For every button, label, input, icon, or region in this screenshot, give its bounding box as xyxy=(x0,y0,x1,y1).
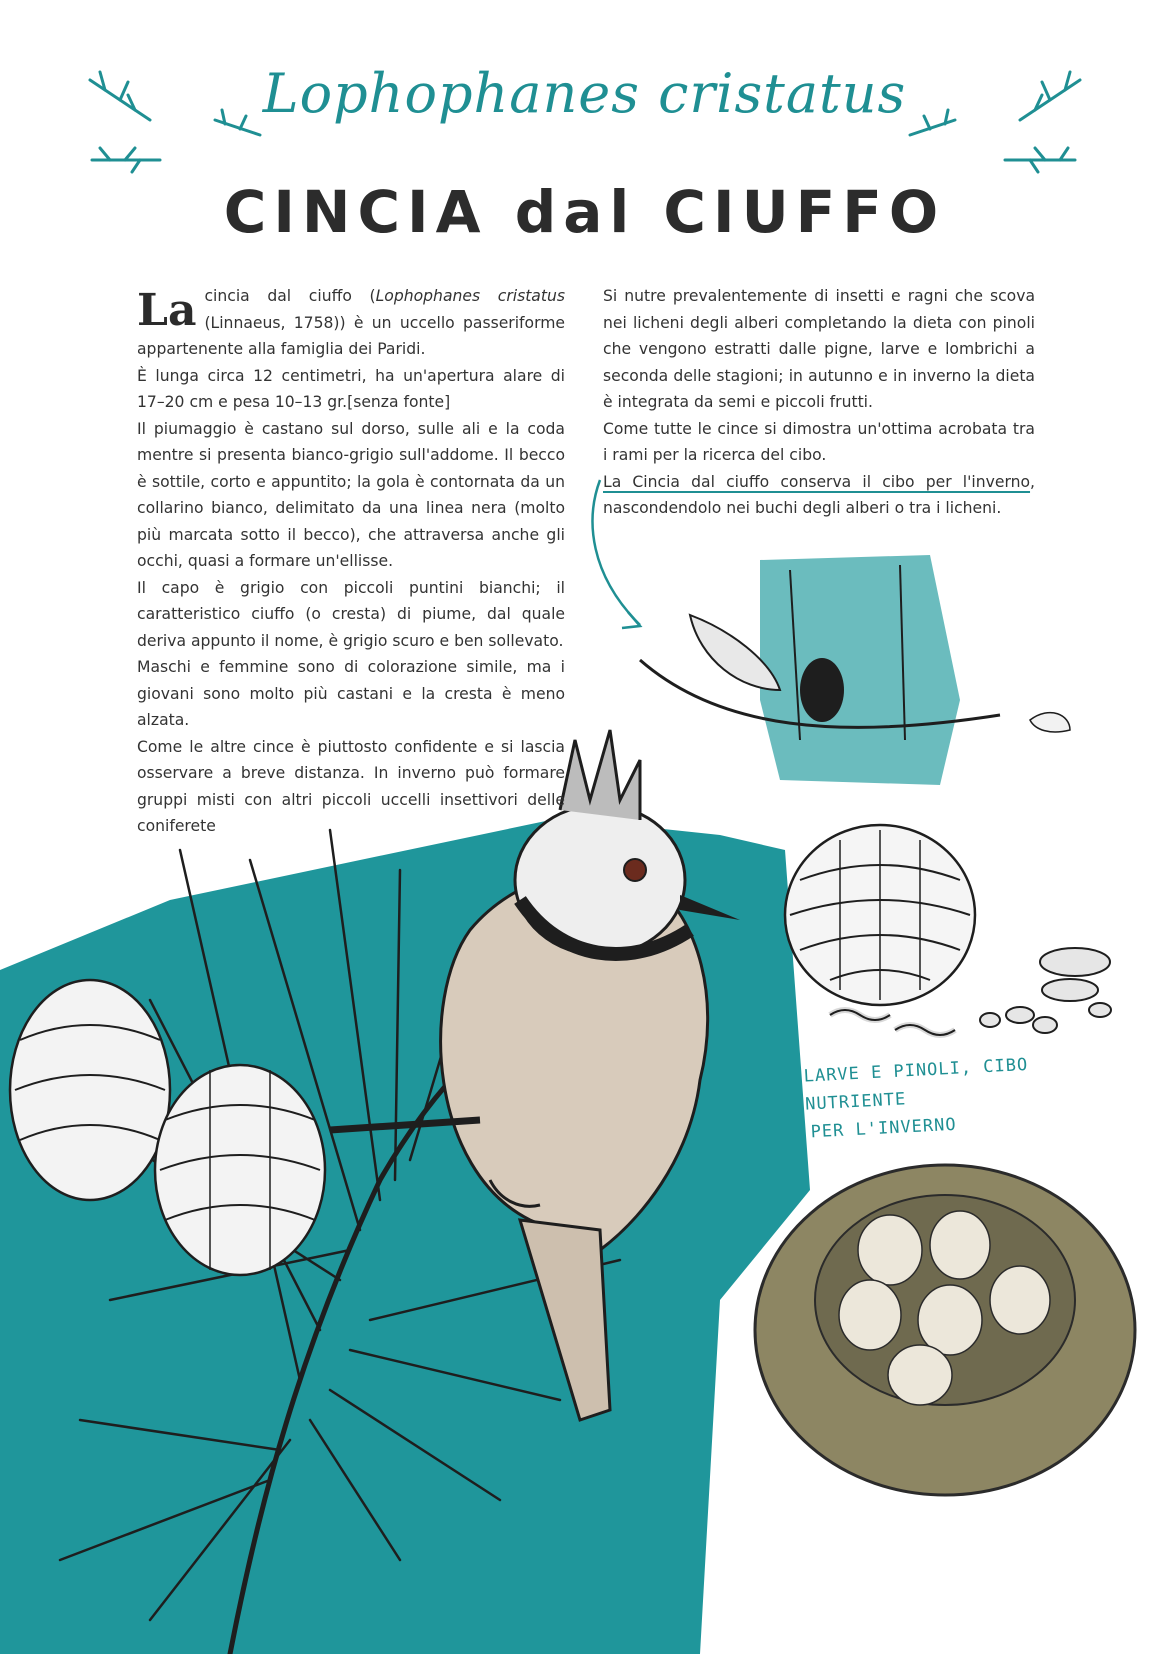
tree-hole-illustration xyxy=(640,555,1070,785)
nest-illustration xyxy=(755,1165,1135,1495)
food-storage-highlight: La Cincia dal ciuffo conserva il cibo per l'inverno xyxy=(603,472,1031,491)
food-storage-rest: , nascondendolo nei buchi degli alberi o tra i licheni. xyxy=(603,472,1035,517)
intro-text-before: cincia dal ciuffo ( xyxy=(204,287,376,305)
pine-cone-center xyxy=(155,1065,325,1275)
food-annotation xyxy=(803,1045,1137,1146)
size-paragraph: È lunga circa 12 centimetri, ha un'apertura alare di 17–20 cm e pesa 10–13 gr.[senza fonte] xyxy=(137,366,565,411)
diet-paragraph: Si nutre prevalentemente di insetti e ragni che scova nei licheni degli alberi completando la dieta con pinoli che vengono estratti dalle pigne, larve e lombrichi a seconda delle stagioni; in autunno e in inverno la dieta è integrata da semi e piccoli frutti. xyxy=(603,287,1035,411)
food-annotation-line1: LARVE E PINOLI, CIBO NUTRIENTE xyxy=(803,1054,1029,1115)
scientific-name-heading: Lophophanes cristatus xyxy=(262,62,907,125)
arrow-head xyxy=(622,612,640,628)
plumage-paragraph: Il piumaggio è castano sul dorso, sulle ali e la coda mentre si presenta bianco-grigio sull'addome. Il becco è sottile, corto e appuntito; la gola è contornata da un collarino bianco, delimitato da una linea nera (molto più marcata sotto il becco), che attraversa anche gli occhi, quasi a formare un'ellisse. xyxy=(137,419,565,570)
left-text-column xyxy=(137,283,565,840)
pine-cone-left xyxy=(10,980,170,1200)
intro-text-after: (Linnaeus, 1758)) è un uccello passeriforme appartenente alla famiglia dei Paridi. xyxy=(137,313,565,358)
drop-cap: La xyxy=(137,285,197,336)
sex-paragraph: Maschi e femmine sono di colorazione simile, ma i giovani sono molto più castani e la cresta è meno alzata. xyxy=(137,658,565,729)
right-text-column xyxy=(603,283,1035,522)
page-title: CINCIA dal CIUFFO xyxy=(223,178,946,246)
food-annotation-line2: PER L'INVERNO xyxy=(810,1114,958,1143)
intro-paragraph xyxy=(137,283,565,363)
intro-text-italic: Lophophanes cristatus xyxy=(375,287,565,305)
head-paragraph: Il capo è grigio con piccoli puntini bianchi; il caratteristico ciuffo (o cresta) di piume, dal quale deriva appunto il nome, è grigio scuro e ben sollevato. xyxy=(137,578,565,650)
food-storage-paragraph xyxy=(603,469,1035,522)
pine-cone-illustration xyxy=(785,825,975,1005)
behavior-paragraph: Come le altre cince è piuttosto confidente e si lascia osservare a breve distanza. In inverno può formare gruppi misti con altri piccoli uccelli insettivori delle coniferete xyxy=(137,737,565,835)
acrobat-paragraph: Come tutte le cince si dimostra un'ottima acrobata tra i rami per la ricerca del cibo. xyxy=(603,419,1035,464)
